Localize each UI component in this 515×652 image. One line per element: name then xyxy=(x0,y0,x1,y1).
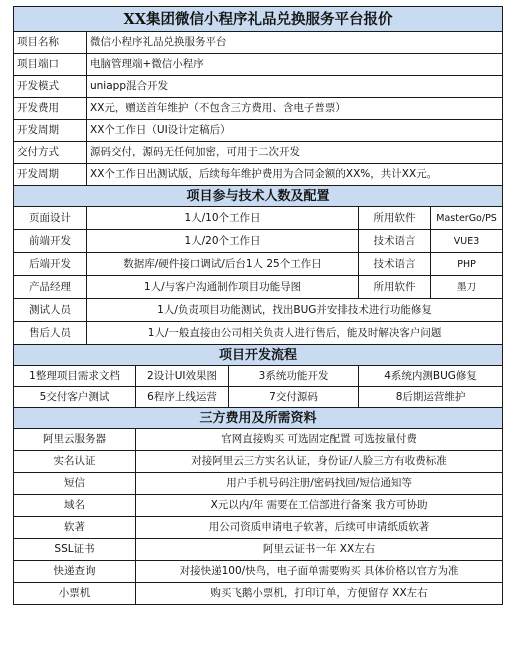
process-step: 7交付源码 xyxy=(229,387,359,408)
info-value: XX个工作日（UI设计定稿后） xyxy=(87,120,503,142)
info-row xyxy=(14,142,503,164)
info-row xyxy=(14,32,503,54)
fee-row xyxy=(14,495,503,517)
info-value: 电脑管理端+微信小程序 xyxy=(87,54,503,76)
staff-tool-label: 所用软件 xyxy=(359,207,431,230)
staff-tool-value: MasterGo/PS xyxy=(431,207,503,230)
info-label: 开发模式 xyxy=(14,76,87,98)
fee-value: 用公司资质申请电子软著，后续可申请纸质软著 xyxy=(136,517,503,539)
fee-label: SSL证书 xyxy=(14,539,136,561)
staff-detail: 1人/负责项目功能测试，找出BUG并安排技术进行功能修复 xyxy=(87,299,503,322)
fee-label: 软著 xyxy=(14,517,136,539)
info-label: 开发费用 xyxy=(14,98,87,120)
fee-value: 对接阿里云三方实名认证，身份证/人脸三方有收费标准 xyxy=(136,451,503,473)
info-label: 项目端口 xyxy=(14,54,87,76)
section-title-fees: 三方费用及所需资料 xyxy=(14,408,503,429)
staff-row xyxy=(14,230,503,253)
fee-value: 官网直接购买 可选固定配置 可选按量付费 xyxy=(136,429,503,451)
fee-row xyxy=(14,451,503,473)
quotation-sheet xyxy=(13,6,502,605)
process-step: 4系统内测BUG修复 xyxy=(359,366,503,387)
info-value: 微信小程序礼品兑换服务平台 xyxy=(87,32,503,54)
fee-row xyxy=(14,561,503,583)
fee-label: 实名认证 xyxy=(14,451,136,473)
info-row xyxy=(14,164,503,186)
quotation-table xyxy=(13,6,503,605)
fee-label: 阿里云服务器 xyxy=(14,429,136,451)
staff-role: 后端开发 xyxy=(14,253,87,276)
info-row xyxy=(14,54,503,76)
fee-label: 短信 xyxy=(14,473,136,495)
staff-detail: 1人/与客户沟通制作项目功能导图 xyxy=(87,276,359,299)
staff-tool-value: 墨刀 xyxy=(431,276,503,299)
section-title-staff: 项目参与技术人数及配置 xyxy=(14,186,503,207)
staff-detail: 1人/一般直接由公司相关负责人进行售后，能及时解决客户问题 xyxy=(87,322,503,345)
process-row xyxy=(14,366,503,387)
staff-role: 产品经理 xyxy=(14,276,87,299)
staff-detail: 1人/20个工作日 xyxy=(87,230,359,253)
fee-row xyxy=(14,429,503,451)
staff-tool-label: 技术语言 xyxy=(359,253,431,276)
info-row xyxy=(14,98,503,120)
fee-label: 快递查询 xyxy=(14,561,136,583)
staff-row xyxy=(14,299,503,322)
section-row xyxy=(14,345,503,366)
process-step: 2设计UI效果图 xyxy=(136,366,229,387)
staff-detail: 数据库/硬件接口调试/后台1人 25个工作日 xyxy=(87,253,359,276)
info-value: 源码交付，源码无任何加密，可用于二次开发 xyxy=(87,142,503,164)
staff-tool-value: PHP xyxy=(431,253,503,276)
fee-value: 用户手机号码注册/密码找回/短信通知等 xyxy=(136,473,503,495)
fee-row xyxy=(14,539,503,561)
section-row xyxy=(14,186,503,207)
staff-tool-label: 所用软件 xyxy=(359,276,431,299)
staff-row xyxy=(14,207,503,230)
fee-label: 小票机 xyxy=(14,583,136,605)
staff-role: 前端开发 xyxy=(14,230,87,253)
info-row xyxy=(14,120,503,142)
fee-label: 域名 xyxy=(14,495,136,517)
info-label: 开发周期 xyxy=(14,164,87,186)
staff-row xyxy=(14,253,503,276)
section-row xyxy=(14,408,503,429)
fee-row xyxy=(14,517,503,539)
staff-role: 测试人员 xyxy=(14,299,87,322)
process-step: 3系统功能开发 xyxy=(229,366,359,387)
info-label: 交付方式 xyxy=(14,142,87,164)
info-value: XX元，赠送首年维护（不包含三方费用、含电子普票） xyxy=(87,98,503,120)
fee-row xyxy=(14,583,503,605)
process-step: 5交付客户测试 xyxy=(14,387,136,408)
info-row xyxy=(14,76,503,98)
page-title: XX集团微信小程序礼品兑换服务平台报价 xyxy=(14,7,503,32)
process-row xyxy=(14,387,503,408)
process-step: 8后期运营维护 xyxy=(359,387,503,408)
info-value: uniapp混合开发 xyxy=(87,76,503,98)
info-label: 开发周期 xyxy=(14,120,87,142)
staff-role: 售后人员 xyxy=(14,322,87,345)
staff-role: 页面设计 xyxy=(14,207,87,230)
staff-detail: 1人/10个工作日 xyxy=(87,207,359,230)
fee-value: 购买飞鹅小票机，打印订单，方便留存 XX左右 xyxy=(136,583,503,605)
section-title-process: 项目开发流程 xyxy=(14,345,503,366)
fee-value: 对接快递100/快鸟，电子面单需要购买 具体价格以官方为准 xyxy=(136,561,503,583)
fee-value: 阿里云证书一年 XX左右 xyxy=(136,539,503,561)
fee-row xyxy=(14,473,503,495)
staff-tool-label: 技术语言 xyxy=(359,230,431,253)
staff-tool-value: VUE3 xyxy=(431,230,503,253)
info-value: XX个工作日出测试版，后续每年维护费用为合同金额的XX%，共计XX元。 xyxy=(87,164,503,186)
staff-row xyxy=(14,322,503,345)
staff-row xyxy=(14,276,503,299)
fee-value: X元以内/年 需要在工信部进行备案 我方可协助 xyxy=(136,495,503,517)
process-step: 6程序上线运营 xyxy=(136,387,229,408)
process-step: 1整理项目需求文档 xyxy=(14,366,136,387)
info-label: 项目名称 xyxy=(14,32,87,54)
